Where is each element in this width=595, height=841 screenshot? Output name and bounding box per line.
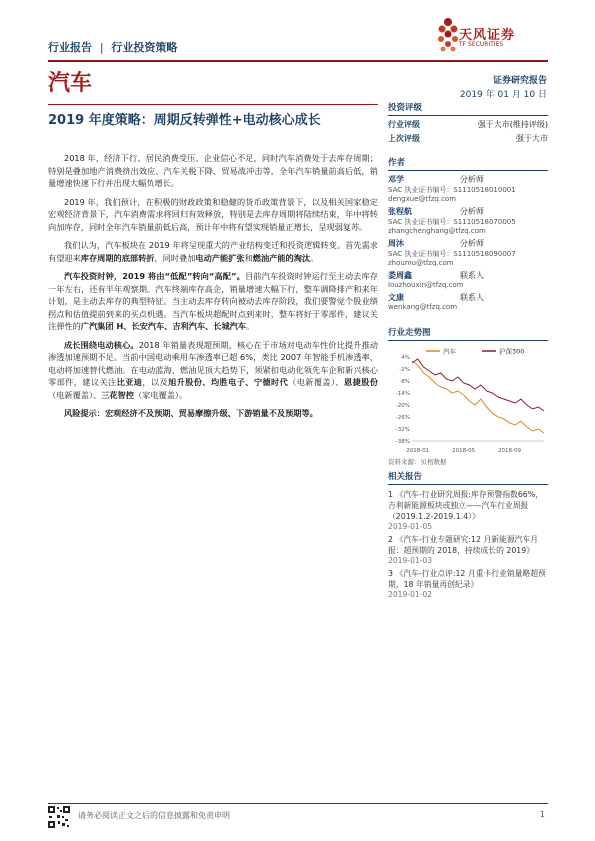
authors-heading: 作者 bbox=[388, 156, 548, 171]
header-divider bbox=[48, 60, 548, 62]
x-tick-label: 2018-01 bbox=[406, 448, 430, 454]
related-item-date: 2019-01-03 bbox=[388, 556, 433, 565]
trend-block bbox=[388, 326, 548, 466]
footer-disclaimer: 请务必阅读正文之后的信息披露和免责申明 bbox=[78, 811, 230, 820]
report-category: 行业报告 bbox=[48, 41, 92, 54]
author-entry bbox=[388, 206, 548, 235]
author-name: 文康 bbox=[388, 293, 404, 302]
y-tick-label: -14% bbox=[395, 391, 410, 397]
paragraph-clock: 汽车投资时钟，2019 将由“低配”转向“高配”。目前汽车投资时钟运行至主动去库存一年左右，还有半年观察期。汽车终端库存高企，销量增速大幅下行，整车调降排产和来年计划，是主动去库存的典型特征。当主动去库存转向被动去库存阶段，我们要警觉个股业绩拐点和估值提前到来的买点机遇。当汽车板块超配时点到来时，整车将好于零部件，建议关注弹性的广汽集团 H、长安汽车、吉利汽车、长城汽车。 bbox=[48, 271, 378, 331]
related-item-title: 2 《汽车-行业专题研究:12 月新能源汽车月报：超预期的 2018，持续成长的 2019》 bbox=[388, 535, 539, 555]
paragraph-view: 我们认为，汽车板块在 2019 年将呈现重大的产业结构变迁和投资逻辑转变。首先需求有望迎来库存周期的底部转折，同时叠加电动产能扩张和燃油产能的淘汰。 bbox=[48, 240, 378, 263]
sector-title: 汽车 bbox=[48, 71, 93, 96]
y-tick-label: 4% bbox=[401, 355, 410, 361]
related-item-date: 2019-01-05 bbox=[388, 522, 433, 531]
footer-divider bbox=[48, 803, 548, 804]
author-role: 分析师 bbox=[460, 239, 484, 248]
author-name: 邓学 bbox=[388, 175, 404, 184]
author-cert: SAC 执业证书编号：S1110518010001 bbox=[388, 186, 516, 194]
author-cert: SAC 执业证书编号：S1110518090007 bbox=[388, 250, 516, 258]
trend-chart bbox=[388, 345, 548, 455]
y-tick-label: -26% bbox=[395, 415, 410, 421]
related-item[interactable] bbox=[388, 489, 548, 531]
x-tick-label: 2018-05 bbox=[452, 448, 476, 454]
report-type: 证券研究报告 bbox=[492, 76, 547, 86]
author-email[interactable]: louzhouxin@tfzq.com bbox=[388, 281, 464, 289]
report-title: 2019 年度策略：周期反转弹性+电动核心成长 bbox=[48, 113, 321, 128]
authors-block bbox=[388, 156, 548, 311]
author-entry bbox=[388, 174, 548, 203]
related-item[interactable] bbox=[388, 568, 548, 599]
page-number: 1 bbox=[539, 810, 545, 819]
x-tick-label: 2018-09 bbox=[498, 448, 522, 454]
qr-code-icon bbox=[48, 806, 70, 828]
author-email[interactable]: dengxue@tfzq.com bbox=[388, 195, 457, 203]
author-name: 娄周鑫 bbox=[388, 271, 412, 280]
author-name: 张程航 bbox=[388, 207, 412, 216]
related-item-title: 1 《汽车-行业研究周报:库存预警指数66%，吉利新能源板块或独立——汽车行业周报（2019.1.2-2019.1.4）》 bbox=[388, 490, 543, 521]
series-line-auto bbox=[412, 361, 544, 433]
legend-label: 沪深300 bbox=[499, 347, 525, 356]
author-entry bbox=[388, 238, 548, 267]
header-separator: | bbox=[99, 41, 104, 54]
paragraph-2019: 2019 年，我们预计，在积极的财政政策和稳健的货币政策背景下，以及相关国家稳定宏观经济背景下，汽车消费需求将回归有效释放，特别是去库存周期将陆续结束，年中将转向加库存，同时全年汽车销量前低后高，预计年中将有望实现销量正增长，呈现弱复苏。 bbox=[48, 196, 378, 232]
report-date: 2019 年 01 月 10 日 bbox=[459, 90, 547, 100]
y-tick-label: -2% bbox=[399, 367, 410, 373]
y-tick-label: -20% bbox=[395, 403, 410, 409]
tf-logo-icon bbox=[437, 15, 459, 57]
author-role: 联系人 bbox=[460, 293, 484, 302]
chart-source: 资料来源：贝格数据 bbox=[388, 458, 447, 466]
y-tick-label: -32% bbox=[395, 427, 410, 433]
author-role: 联系人 bbox=[460, 271, 484, 280]
report-category-header bbox=[48, 39, 177, 55]
paragraph-growth: 成长围绕电动核心。2018 年销量表现超预期，核心在于市场对电动车性价比提升推动渗透加速预期不足。当前中国电动乘用车渗透率已超 6%，类比 2007 年智能手机渗透率，电动将加速替代燃油。在电动蓝海、燃油见顶大趋势下，须紧扣电动化领先车企和新兴核心零部件，建议关注比亚迪，以及旭升股份、均胜电子、宁德时代（电新覆盖）、恩捷股份（电新覆盖）、三花智控（家电覆盖）。 bbox=[48, 339, 378, 400]
paragraph-2018: 2018 年，经济下行、居民消费受压、企业信心不足，同时汽车消费处于去库存周期；特别是叠加地产消费挤出效应、汽车关税下降、贸易战冲击等，全年汽车销量前高后低，销量增速快速下行并出现大幅负增长。 bbox=[48, 153, 378, 188]
y-tick-label: -8% bbox=[399, 379, 410, 385]
author-name: 周沐 bbox=[388, 239, 404, 248]
title-divider bbox=[48, 104, 378, 105]
rating-block bbox=[388, 101, 548, 144]
logo-name: 天风证券 bbox=[459, 28, 516, 43]
author-email[interactable]: zhoumu@tfzq.com bbox=[388, 259, 454, 267]
legend-label: 汽车 bbox=[443, 347, 456, 356]
previous-rating-row: 上次评级 强于大市 bbox=[388, 134, 548, 143]
risk-warning: 风险提示：宏观经济不及预期、贸易摩擦升级、下游销量不及预期等。 bbox=[64, 408, 318, 418]
author-entry bbox=[388, 292, 548, 311]
author-email[interactable]: wenkang@tfzq.com bbox=[388, 303, 458, 311]
main-body bbox=[48, 152, 378, 426]
author-role: 分析师 bbox=[460, 207, 484, 216]
series-line-hs300 bbox=[412, 359, 544, 411]
industry-rating-row: 行业评级 强于大市(维持评级) bbox=[388, 120, 548, 129]
author-cert: SAC 执业证书编号：S1110518070005 bbox=[388, 218, 516, 226]
related-item-title: 3 《汽车-行业点评:12 月重卡行业销量略超预期，18 年销量再创纪录》 bbox=[388, 569, 546, 589]
related-block bbox=[388, 470, 548, 599]
related-item[interactable] bbox=[388, 534, 548, 565]
author-role: 分析师 bbox=[460, 175, 484, 184]
rating-heading: 投资评级 bbox=[388, 101, 548, 116]
logo-subtitle: TF SECURITIES bbox=[459, 41, 504, 48]
y-tick-label: -38% bbox=[395, 439, 410, 445]
author-email[interactable]: zhangchenghang@tfzq.com bbox=[388, 227, 486, 235]
author-entry bbox=[388, 270, 548, 289]
related-heading: 相关报告 bbox=[388, 470, 548, 485]
trend-heading: 行业走势图 bbox=[388, 326, 548, 341]
related-item-date: 2019-01-02 bbox=[388, 590, 433, 599]
report-subcategory: 行业投资策略 bbox=[111, 41, 178, 54]
